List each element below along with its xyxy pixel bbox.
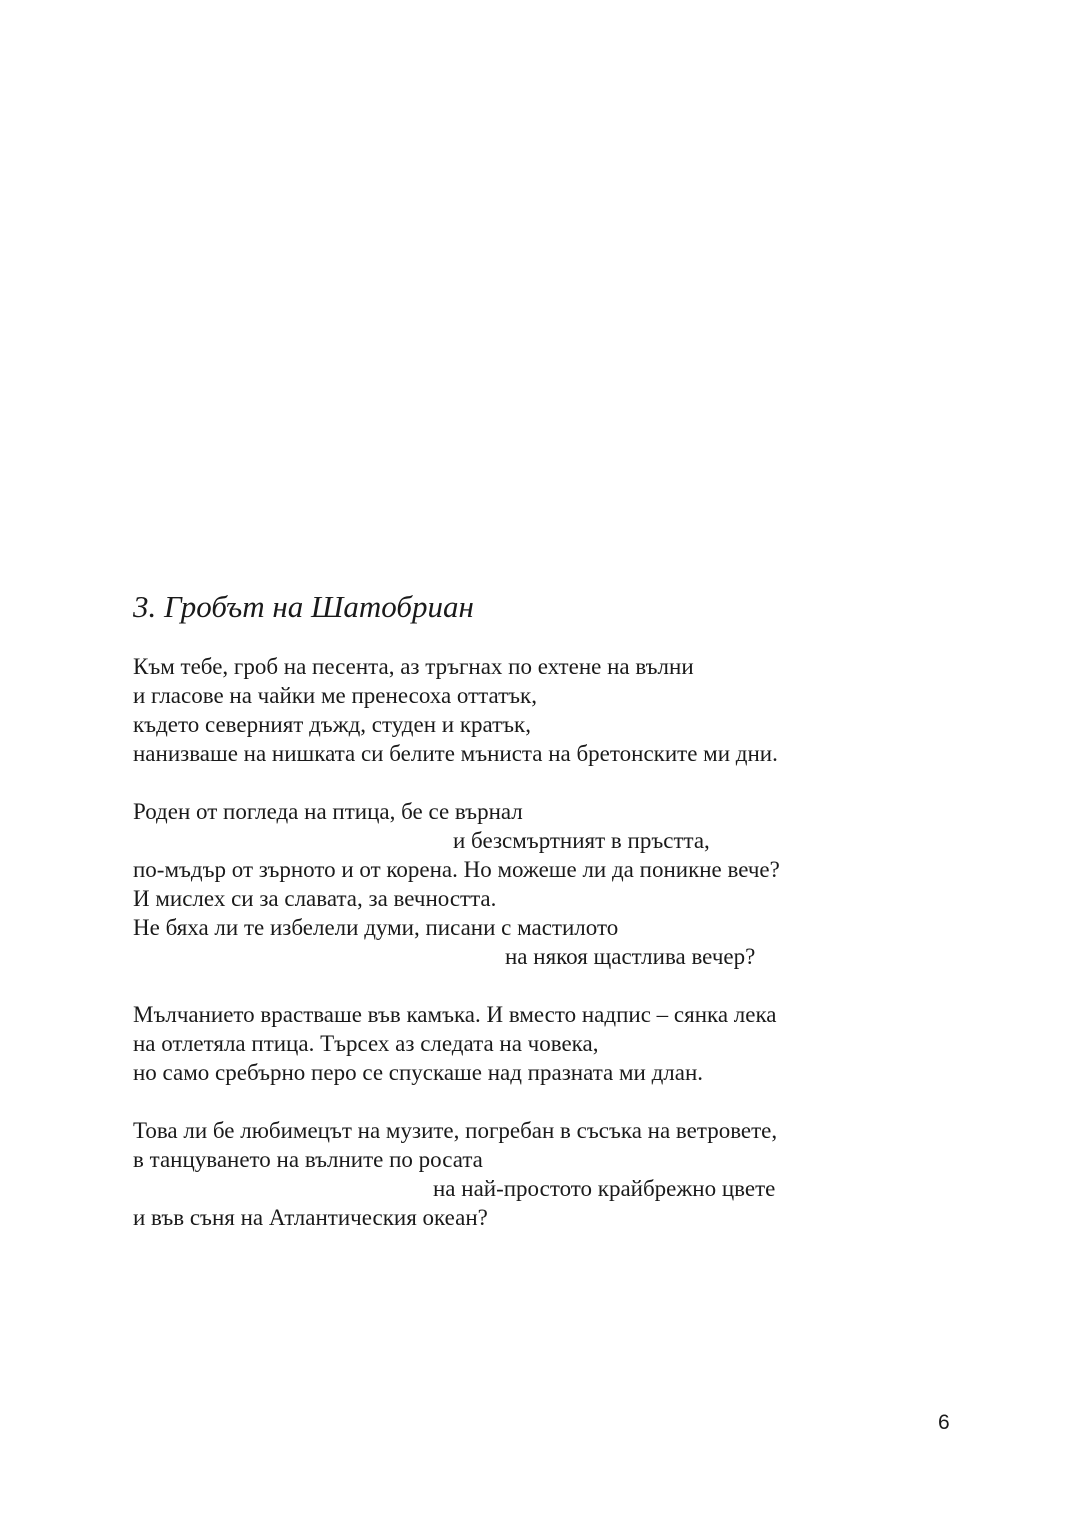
poem-line: в танцуването на вълните по росата	[133, 1147, 483, 1172]
poem-line: където северният дъжд, студен и кратък,	[133, 712, 531, 737]
page-number: 6	[938, 1411, 950, 1434]
poem-line: на отлетяла птица. Търсех аз следата на човека,	[133, 1031, 599, 1056]
poem-line: Мълчанието врастваше във камъка. И вместо надпис – сянка лека	[133, 1002, 777, 1027]
poem-line: Това ли бе любимецът на музите, погребан в съсъка на ветровете,	[133, 1118, 778, 1143]
stanza	[133, 797, 1020, 971]
poem-line: на най-простото крайбрежно цвете	[433, 1176, 776, 1201]
stanza	[133, 1000, 1020, 1087]
poem-line: И мислех си за славата, за вечността.	[133, 886, 497, 911]
poem	[133, 588, 1020, 1232]
poem-line: и във съня на Атлантическия океан?	[133, 1205, 488, 1230]
poem-line: по-мъдър от зърното и от корена. Но можеше ли да поникне вече?	[133, 857, 780, 882]
poem-line: Роден от погледа на птица, бе се върнал	[133, 799, 523, 824]
stanza	[133, 652, 1020, 768]
poem-title: 3. Гробът на Шатобриан	[133, 589, 474, 624]
poem-line: нанизваше на нишката си белите мъниста на бретонските ми дни.	[133, 741, 778, 766]
poem-body	[133, 652, 1020, 1232]
poem-line: и безсмъртният в пръстта,	[453, 828, 710, 853]
poem-line: Не бяха ли те избелели думи, писани с мастилото	[133, 915, 619, 940]
stanza	[133, 1116, 1020, 1232]
poem-line: на някоя щастлива вечер?	[505, 944, 756, 969]
poem-line: но само сребърно перо се спускаше над празната ми длан.	[133, 1060, 704, 1085]
poem-line: и гласове на чайки ме пренесоха оттатък,	[133, 683, 537, 708]
poem-line: Към тебе, гроб на песента, аз тръгнах по ехтене на вълни	[133, 654, 694, 679]
